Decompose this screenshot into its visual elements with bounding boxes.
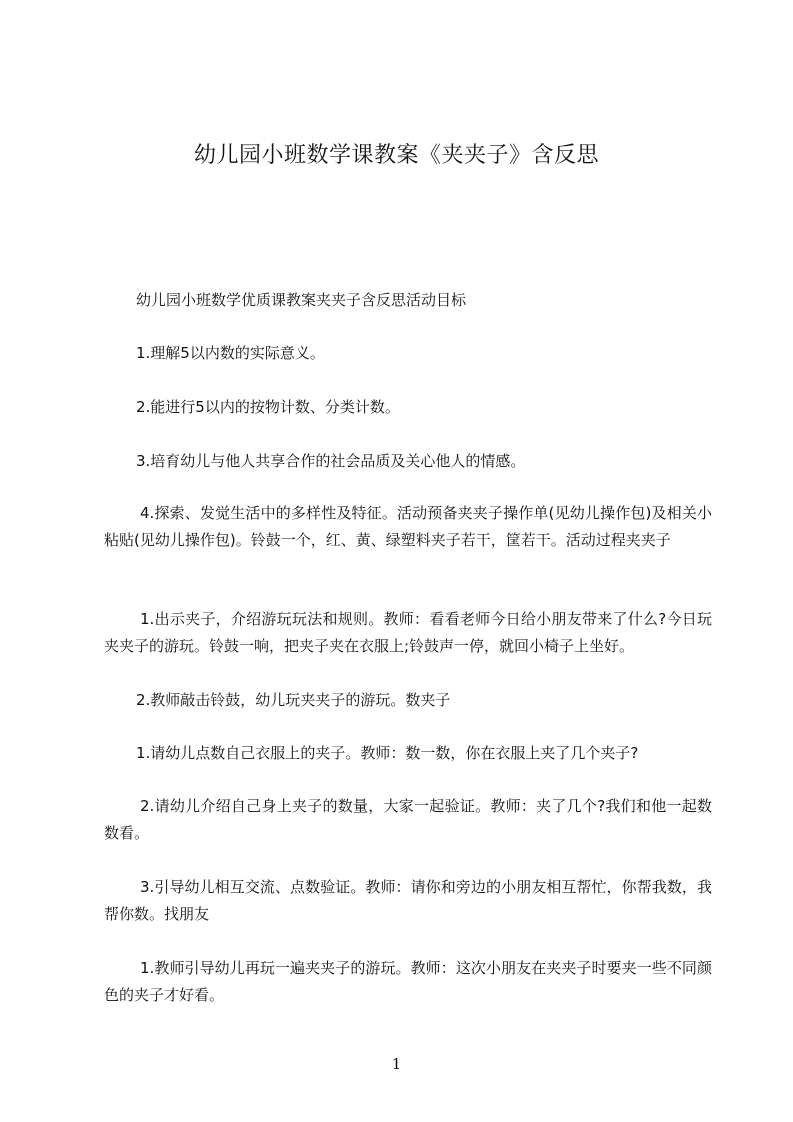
paragraph-count-1: 1.请幼儿点数自己衣服上的夹子。教师：数一数，你在衣服上夹了几个夹子? xyxy=(136,744,639,762)
paragraph-step-2: 2.教师敲击铃鼓，幼儿玩夹夹子的游玩。数夹子 xyxy=(136,691,451,709)
paragraph-count-2: 2.请幼儿介绍自己身上夹子的数量，大家一起验证。教师：夹了几个?我们和他一起数数看。 xyxy=(104,797,712,842)
document-title: 幼儿园小班数学课教案《夹夹子》含反思 xyxy=(193,143,599,168)
paragraph-goal-1: 1.理解5以内数的实际意义。 xyxy=(136,344,325,362)
paragraph-goal-3: 3.培育幼儿与他人共享合作的社会品质及关心他人的情感。 xyxy=(136,452,526,470)
paragraph-count-3: 3.引导幼儿相互交流、点数验证。教师：请你和旁边的小朋友相互帮忙，你帮我数，我帮你数。找朋友 xyxy=(104,878,712,923)
paragraph-goal-2: 2.能进行5以内的按物计数、分类计数。 xyxy=(136,398,400,416)
paragraph-goal-4: 4.探索、发觉生活中的多样性及特征。活动预备夹夹子操作单(见幼儿操作包)及相关小粘贴(见幼儿操作包)。铃鼓一个，红、黄、绿塑料夹子若干，筐若干。活动过程夹夹子 xyxy=(104,504,712,549)
paragraph-step-1: 1.出示夹子，介绍游玩玩法和规则。教师：看看老师今日给小朋友带来了什么?今日玩夹夹子的游玩。铃鼓一响，把夹子夹在衣服上;铃鼓声一停，就回小椅子上坐好。 xyxy=(104,610,712,655)
paragraph-intro: 幼儿园小班数学优质课教案夹夹子含反思活动目标 xyxy=(136,291,467,309)
page-number: 1 xyxy=(391,1055,402,1073)
paragraph-friends-1: 1.教师引导幼儿再玩一遍夹夹子的游玩。教师：这次小朋友在夹夹子时要夹一些不同颜色的夹子才好看。 xyxy=(104,959,712,1004)
